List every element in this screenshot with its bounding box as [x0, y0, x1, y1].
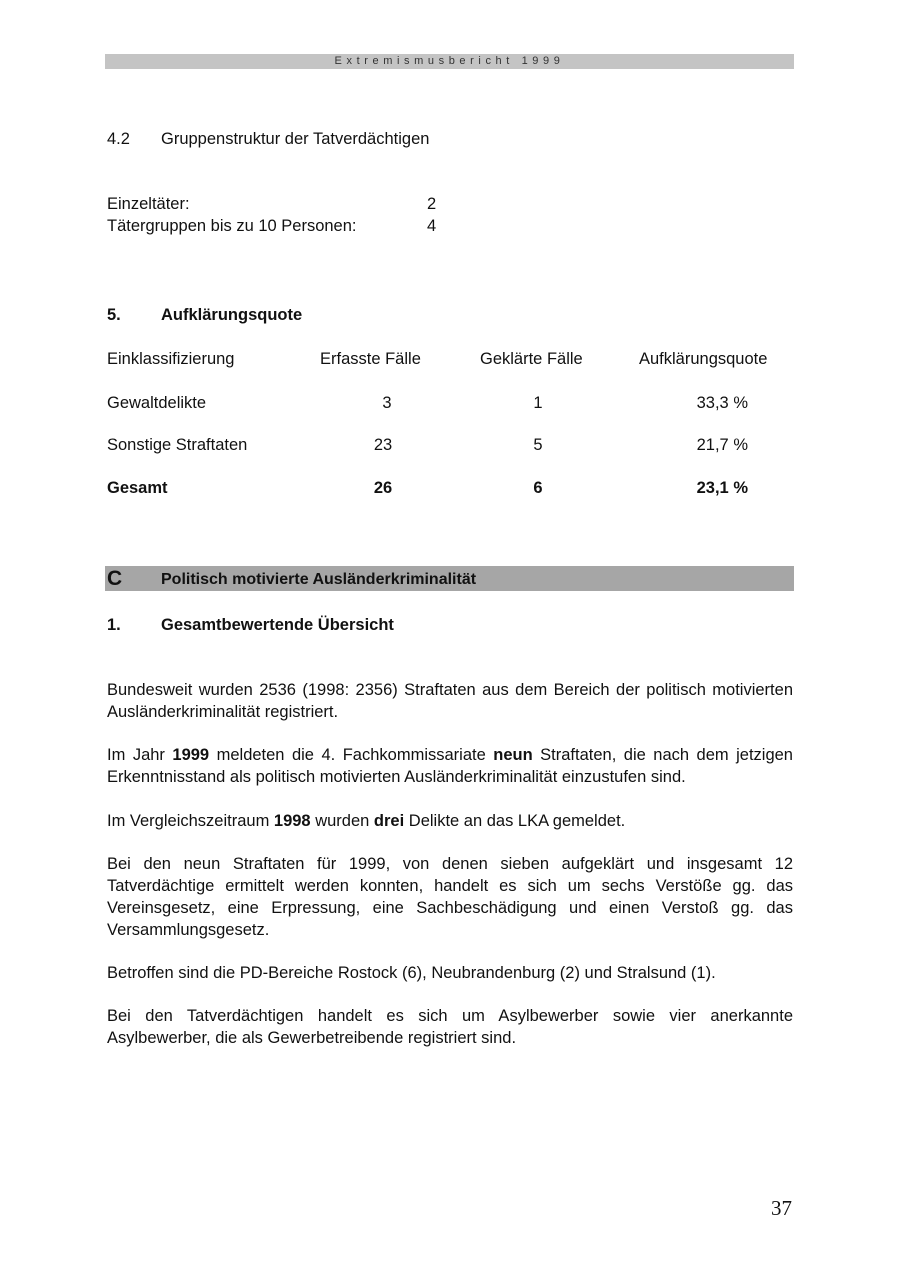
- section-c1-title: Gesamtbewertende Übersicht: [161, 616, 394, 634]
- table-cell: 21,7 %: [696, 436, 748, 454]
- paragraph-text: Straftaten, die nach dem jetzigen Erkenntnisstand als politisch motivierten Ausländerkriminalität einzustufen sind.: [107, 746, 793, 786]
- table-header-cell: Aufklärungsquote: [639, 350, 768, 368]
- table-cell-total: 23,1 %: [696, 479, 748, 497]
- paragraph: Bundesweit wurden 2536 (1998: 2356) Straftaten aus dem Bereich der politisch motivierten Ausländerkriminalität registriert.: [107, 681, 793, 721]
- table-cell: 5: [533, 436, 543, 454]
- paragraph-emphasis: drei: [373, 812, 405, 830]
- perpetrator-value: 4: [427, 217, 437, 235]
- paragraph-text: wurden: [310, 812, 374, 830]
- paragraph-text: Im Vergleichszeitraum: [107, 812, 274, 830]
- table-cell: 3: [382, 394, 392, 412]
- perpetrator-value: 2: [427, 195, 437, 213]
- paragraph: [107, 810, 793, 832]
- table-cell: Sonstige Straftaten: [107, 436, 248, 454]
- paragraph: Bei den neun Straftaten für 1999, von denen sieben aufgeklärt und insgesamt 12 Tatverdächtige ermittelt werden konnten, handelt es sich um sechs Verstöße gg. das Vereinsgesetz, eine Erpressung, eine Sachbeschädigung und einen Verstoß gg. das Versammlungsgesetz.: [107, 855, 793, 939]
- paragraph-emphasis: 1998: [273, 812, 311, 830]
- table-cell-total: 6: [533, 479, 543, 497]
- perpetrator-label: Einzeltäter:: [107, 195, 190, 213]
- paragraph-text: Delikte an das LKA gemeldet.: [404, 812, 626, 830]
- paragraph-text: Im Jahr: [107, 746, 173, 764]
- running-header: Extremismusbericht 1999: [105, 54, 794, 69]
- section-4-2-number: 4.2: [107, 130, 130, 148]
- chapter-c-title: Politisch motivierte Ausländerkriminalität: [161, 571, 477, 588]
- table-header-cell: Erfasste Fälle: [320, 350, 421, 368]
- section-c1-number: 1.: [107, 616, 121, 634]
- page-number: 37: [771, 1196, 792, 1220]
- paragraph: Bei den Tatverdächtigen handelt es sich um Asylbewerber sowie vier anerkannte Asylbewerber, die als Gewerbetreibende registriert sind.: [107, 1007, 793, 1047]
- section-4-2-title: Gruppenstruktur der Tatverdächtigen: [161, 130, 430, 148]
- paragraph-emphasis: neun: [493, 746, 533, 764]
- paragraph: Betroffen sind die PD-Bereiche Rostock (6), Neubrandenburg (2) und Stralsund (1).: [107, 964, 716, 982]
- chapter-c-letter: C: [107, 567, 123, 590]
- table-cell: 23: [373, 436, 393, 454]
- table-cell: Gewaltdelikte: [107, 394, 207, 412]
- table-cell-total: 26: [373, 479, 393, 497]
- table-header-cell: Einklassifizierung: [107, 350, 235, 368]
- table-cell: 1: [533, 394, 543, 412]
- paragraph-text: meldeten die 4. Fachkommissariate: [209, 746, 494, 764]
- perpetrator-label: Tätergruppen bis zu 10 Personen:: [107, 217, 357, 235]
- section-5-number: 5.: [107, 306, 121, 324]
- paragraph-emphasis: 1999: [172, 746, 210, 764]
- table-cell: 33,3 %: [696, 394, 748, 412]
- paragraph: [107, 744, 793, 788]
- table-cell-total: Gesamt: [107, 479, 168, 497]
- section-5-title: Aufklärungsquote: [161, 306, 303, 324]
- table-header-cell: Geklärte Fälle: [480, 350, 583, 368]
